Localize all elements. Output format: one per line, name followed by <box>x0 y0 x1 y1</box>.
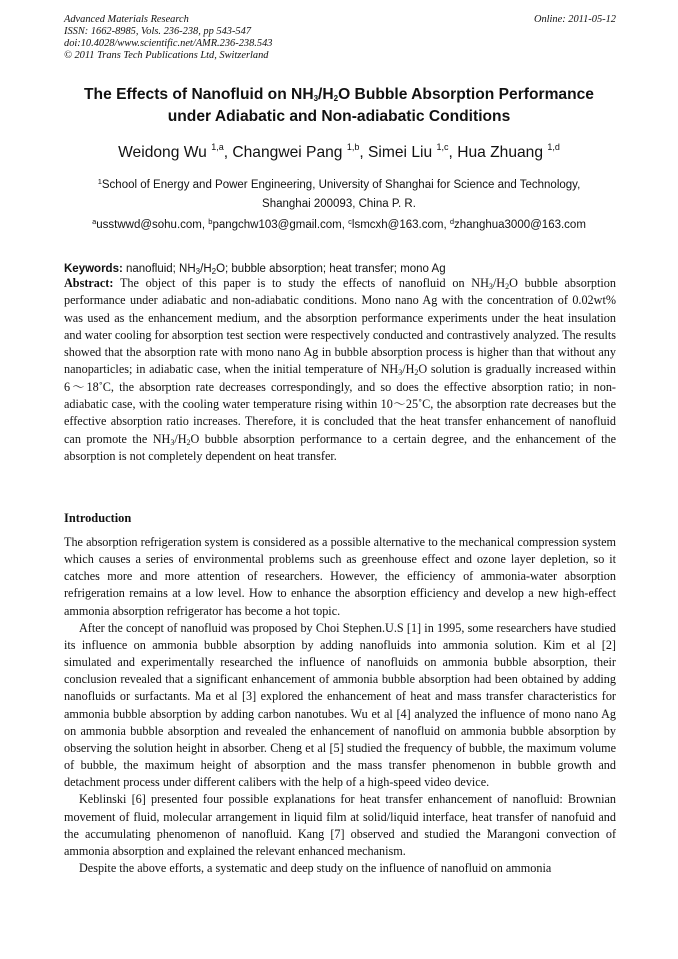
paper-title <box>40 84 638 128</box>
paragraph: Keblinski [6] presented four possible explanations for heat transfer enhancement of nanofluid: Brownian movement of fluid, molecular arrangement in liquid film at solid/liquid interface, heat transfer of nanofuid and the accumulating phenomenon of nanofluid. Kang [7] observed and studied the Marangoni convection of ammonia absorption and explained the relevant enhanced mechanism. <box>64 792 616 858</box>
author: Simei Liu $^{1,c}$, <box>368 142 458 161</box>
issn-line: ISSN: 1662-8985, Vols. 236-238, pp 543-547 <box>64 26 252 37</box>
online-date: Online: 2011-05-12 <box>533 14 616 25</box>
copyright-line: © 2011 Trans Tech Publications Ltd, Switzerland <box>64 50 269 61</box>
email: $^c$lsmcxh@163.com, <box>348 217 450 231</box>
author: Changwei Pang $^{1,b}$, <box>232 142 369 161</box>
email: $^d$zhanghua3000@163.com <box>449 217 586 231</box>
author-list <box>40 143 638 163</box>
paragraph: The absorption refrigeration system is considered as a possible alternative to the mechanical compression system which causes a series of environmental problems such as greenhouse effect and ozone layer depletion, so it catches more and more attention of researchers. However, the efficiency of ammonia-water absorption refrigeration remains at a low level. How to enhance the absorption efficiency and develop a new high-effect ammonia absorption refrigerator has become a hot topic. <box>64 535 616 618</box>
paragraph: After the concept of nanofluid was proposed by Choi Stephen.U.S [1] in 1995, some researchers have studied its influence on ammonia bubble absorption by adding nanofluids into ammonia solution. Kim et al [2] simulated and experimentally researched the influence of nanofluids on ammonia bubble absorption, their conclusion revealed that a significant enhancement of ammonia bubble absorption had been obtained by adding nanofluids or surfactants. Ma et al [3] explored the enhancement of heat and mass transfer characteristics for ammonia bubble absorption by adding carbon nanotubes. Wu et al [4] analyzed the influence of mono nano Ag on ammonia bubble absorption and revealed the enhancement of nanofluid on ammonia bubble absorption by observing the solution height in absorber. Cheng et al [5] studied the frequency of bubble, the maximum volume of bubble, the maximum height of absorption and the mass transfer phenomenon in bubble growth and detachment process under different calibers with the help of a high-speed video device. <box>64 620 616 790</box>
email: $^b$pangchw103@gmail.com, <box>208 217 349 231</box>
keywords-label: Keywords: <box>64 263 123 275</box>
doi-line: doi:10.4028/www.scientific.net/AMR.236-238.543 <box>64 38 273 49</box>
author: Weidong Wu $^{1,a}$, <box>118 142 233 161</box>
affiliation-line-1: $^1$School of Energy and Power Engineering, University of Shanghai for Science and Technology, <box>97 177 581 191</box>
journal-header <box>64 14 616 62</box>
email: $^a$usstwwd@sohu.com, <box>92 217 209 231</box>
abstract: Abstract: The object of this paper is to study the effects of nanofluid on $NH_3/H_2O$ bubble absorption performance under adiabatic and non-adiabatic conditions. Mono nano Ag with the concentration of 0.02wt% was used as the enhancement medium, and the absorption performance experiments under the heat insulation and water cooling for absorption test section were respectively conducted and contrastively analyzed. The results showed that the absorption rate with mono nano Ag in bubble absorption process is higher than that without any nanoparticles; in adiabatic case, when the initial temperature of $NH_3/H_2O$ solution is gradually increased within 6～18˚C, the absorption rate decreases correspondingly, and so does the effective absorption ratio; in non-adiabatic case, with the cooling water temperature rising within 10～25˚C, the absorption rate decreases but the effective absorption ratio increases. Therefore, it is concluded that the heat transfer enhancement of nanofluid can promote the $NH_3/H_2O$ bubble absorption performance to a certain degree, and the enhancement of the absorption is not completely dependent on heat transfer. <box>64 276 616 463</box>
paragraph: Despite the above efforts, a systematic and deep study on the influence of nanofluid on ammonia <box>79 860 552 875</box>
title-line-1: The Effects of Nanofluid on $NH_3/H_2O$ Bubble Absorption Performance <box>84 86 594 103</box>
introduction-body <box>64 534 616 877</box>
affiliation <box>50 176 628 214</box>
email-list <box>40 217 638 234</box>
keywords: Keywords: nanofluid; $NH_3/H_2O$; bubble absorption; heat transfer; mono Ag <box>64 263 446 276</box>
section-heading-introduction: Introduction <box>64 511 132 525</box>
author: Hua Zhuang $^{1,d}$ <box>457 142 560 161</box>
title-line-2: under Adiabatic and Non-adiabatic Conditions <box>167 108 511 125</box>
journal-name: Advanced Materials Research <box>64 14 189 25</box>
affiliation-line-2: Shanghai 200093, China P. R. <box>262 198 416 210</box>
abstract-label: Abstract: <box>64 276 114 290</box>
